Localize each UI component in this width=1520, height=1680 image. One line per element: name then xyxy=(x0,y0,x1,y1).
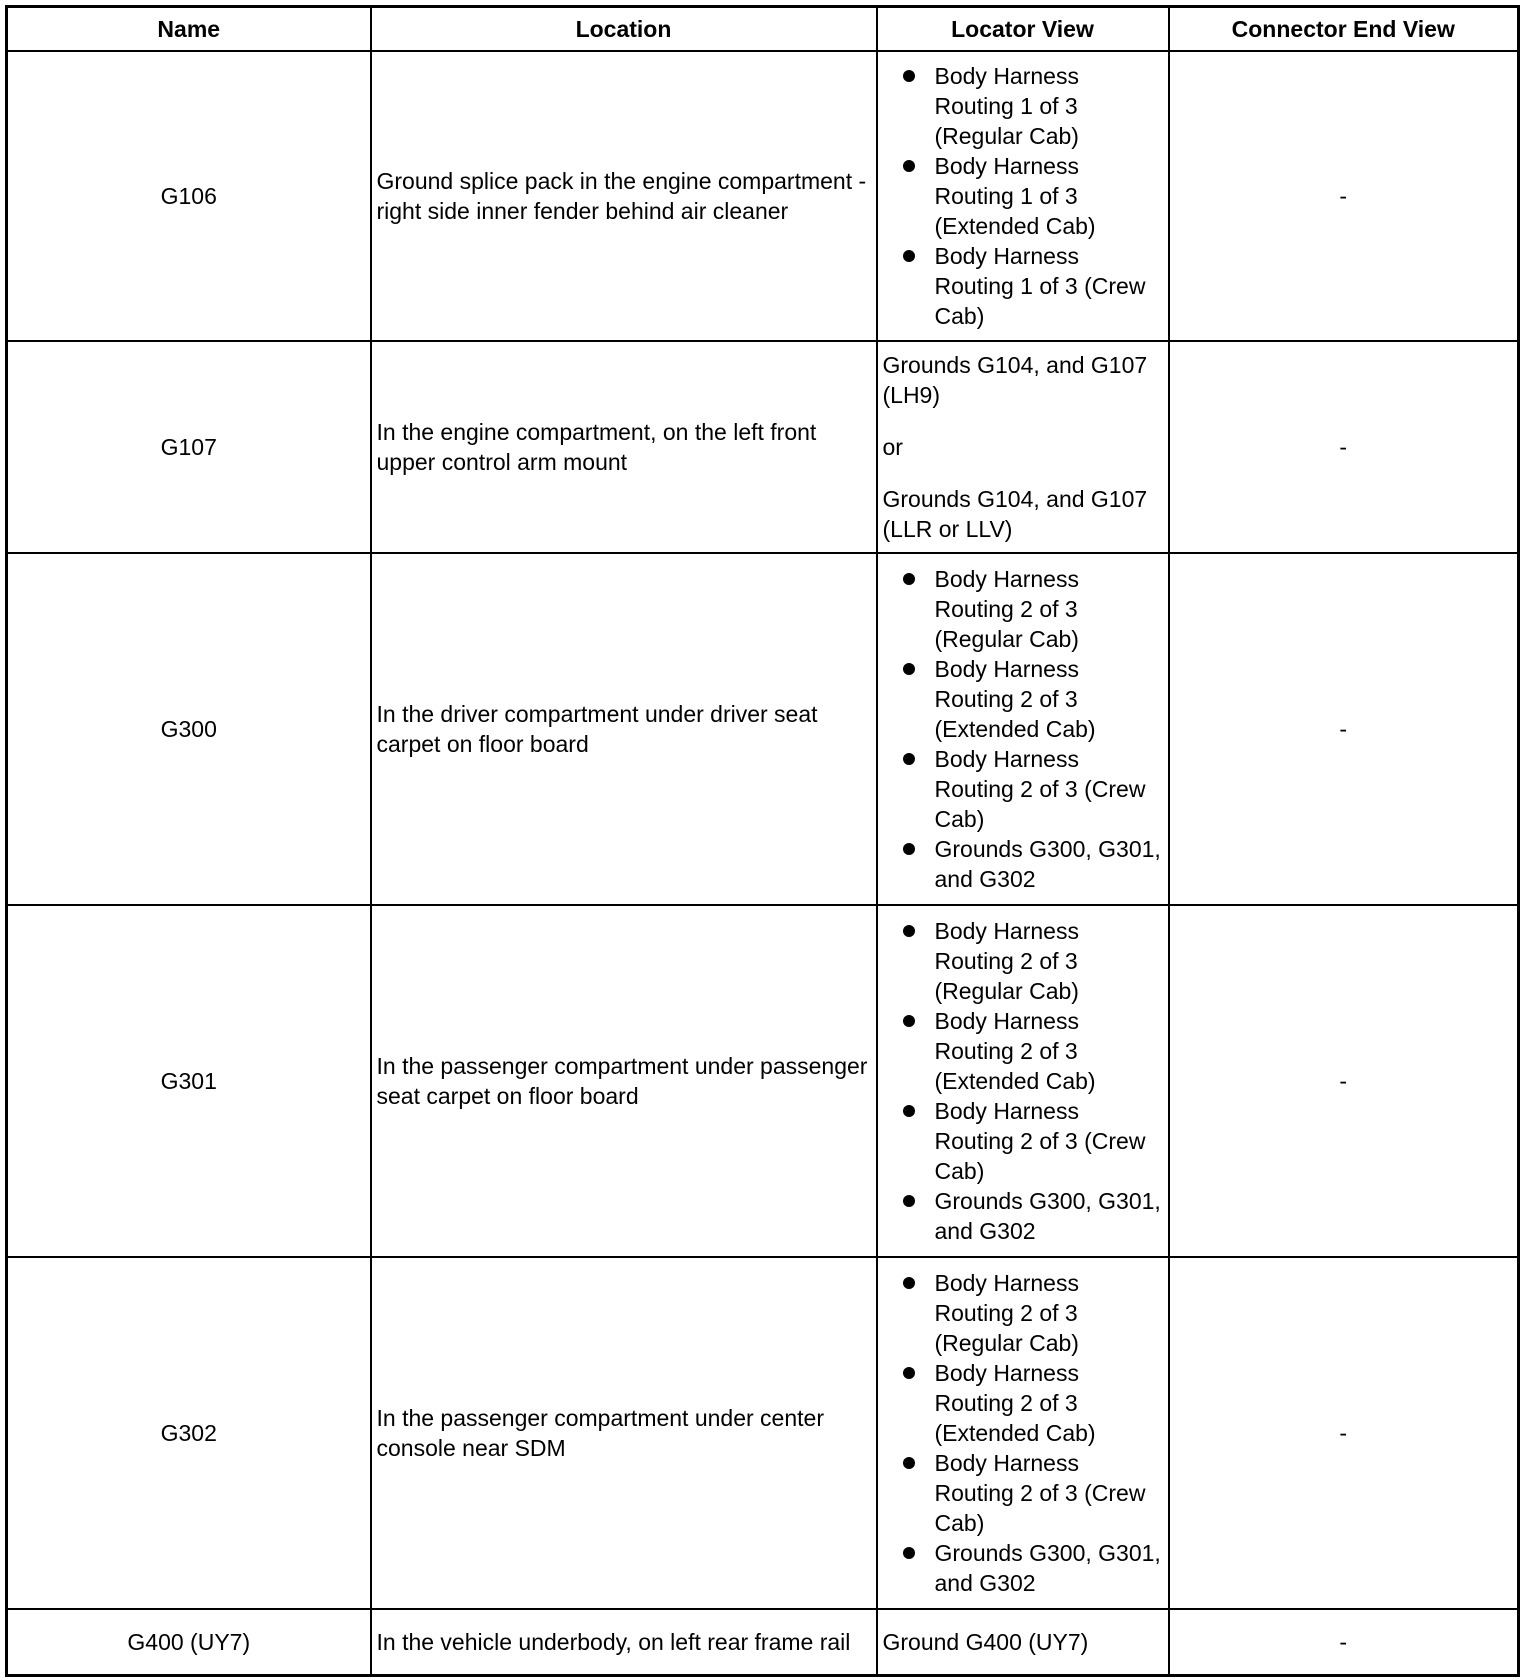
locator-link[interactable]: Body Harness Routing 2 of 3 (Crew Cab) xyxy=(934,1450,1146,1536)
locator-item xyxy=(883,744,1163,834)
locator-link[interactable]: Grounds G300, G301, and G302 xyxy=(934,836,1161,892)
bullet-icon xyxy=(903,160,915,172)
locator-link[interactable]: Body Harness Routing 2 of 3 (Extended Cab) xyxy=(934,1360,1096,1446)
locator-item xyxy=(883,61,1163,151)
ground-locations-table xyxy=(5,5,1520,1677)
locator-link[interactable]: Body Harness Routing 2 of 3 (Extended Cab) xyxy=(934,656,1096,742)
header-locator-view: Locator View xyxy=(877,7,1169,52)
bullet-icon xyxy=(903,250,915,262)
locator-item xyxy=(883,1096,1163,1186)
table-row xyxy=(7,341,1519,553)
bullet-icon xyxy=(903,1015,915,1027)
locator-item xyxy=(883,1186,1163,1246)
header-row xyxy=(7,7,1519,52)
bullet-icon xyxy=(903,1547,915,1559)
bullet-icon xyxy=(903,1105,915,1117)
locator-list xyxy=(883,564,1163,894)
table-row xyxy=(7,1257,1519,1609)
cell-connector-end-view: - xyxy=(1169,1257,1519,1609)
locator-link[interactable]: Body Harness Routing 2 of 3 (Crew Cab) xyxy=(934,1098,1146,1184)
cell-connector-end-view: - xyxy=(1169,1609,1519,1675)
locator-item xyxy=(883,1358,1163,1448)
locator-link[interactable]: Body Harness Routing 2 of 3 (Crew Cab) xyxy=(934,746,1146,832)
bullet-icon xyxy=(903,70,915,82)
locator-item xyxy=(883,1538,1163,1598)
locator-link[interactable]: Ground G400 (UY7) xyxy=(882,1628,1089,1655)
bullet-icon xyxy=(903,573,915,585)
locator-link[interactable]: Body Harness Routing 2 of 3 (Regular Cab) xyxy=(934,566,1079,652)
table-row xyxy=(7,905,1519,1257)
cell-locator-view xyxy=(877,905,1169,1257)
locator-item xyxy=(883,1006,1163,1096)
locator-item xyxy=(883,916,1163,1006)
header-connector-end-view: Connector End View xyxy=(1169,7,1519,52)
cell-name: G106 xyxy=(7,51,371,341)
bullet-icon xyxy=(903,1277,915,1289)
bullet-icon xyxy=(903,843,915,855)
cell-locator-view xyxy=(877,1257,1169,1609)
locator-item xyxy=(883,151,1163,241)
locator-item xyxy=(883,1448,1163,1538)
cell-name: G301 xyxy=(7,905,371,1257)
bullet-icon xyxy=(903,663,915,675)
locator-list xyxy=(883,916,1163,1246)
cell-location: In the engine compartment, on the left front upper control arm mount xyxy=(371,341,877,553)
locator-link[interactable]: Grounds G104, and G107 (LH9) xyxy=(882,352,1148,408)
locator-link[interactable]: Grounds G300, G301, and G302 xyxy=(934,1188,1161,1244)
locator-separator: or xyxy=(882,434,903,460)
locator-item xyxy=(883,1268,1163,1358)
table-row xyxy=(7,1609,1519,1675)
locator-link[interactable]: Body Harness Routing 1 of 3 (Regular Cab) xyxy=(934,63,1079,149)
connector-table-container xyxy=(5,5,1517,1677)
locator-link[interactable]: Body Harness Routing 1 of 3 (Crew Cab) xyxy=(934,243,1146,329)
bullet-icon xyxy=(903,1457,915,1469)
cell-locator-view xyxy=(877,553,1169,905)
locator-link[interactable]: Body Harness Routing 2 of 3 (Regular Cab) xyxy=(934,1270,1079,1356)
header-location: Location xyxy=(371,7,877,52)
cell-locator-view xyxy=(877,1609,1169,1675)
cell-name: G300 xyxy=(7,553,371,905)
bullet-icon xyxy=(903,753,915,765)
locator-link[interactable]: Body Harness Routing 1 of 3 (Extended Cab) xyxy=(934,153,1096,239)
locator-link[interactable]: Grounds G300, G301, and G302 xyxy=(934,1540,1161,1596)
bullet-icon xyxy=(903,1195,915,1207)
header-name: Name xyxy=(7,7,371,52)
cell-locator-view xyxy=(877,341,1169,553)
cell-connector-end-view: - xyxy=(1169,905,1519,1257)
cell-name: G302 xyxy=(7,1257,371,1609)
cell-location: In the passenger compartment under passenger seat carpet on floor board xyxy=(371,905,877,1257)
locator-link[interactable]: Body Harness Routing 2 of 3 (Extended Cab) xyxy=(934,1008,1096,1094)
cell-connector-end-view: - xyxy=(1169,553,1519,905)
locator-item xyxy=(883,834,1163,894)
cell-location: In the driver compartment under driver seat carpet on floor board xyxy=(371,553,877,905)
cell-location: Ground splice pack in the engine compartment - right side inner fender behind air cleaner xyxy=(371,51,877,341)
locator-item xyxy=(883,564,1163,654)
cell-name: G107 xyxy=(7,341,371,553)
bullet-icon xyxy=(903,925,915,937)
table-row xyxy=(7,51,1519,341)
locator-list xyxy=(883,1268,1163,1598)
cell-location: In the vehicle underbody, on left rear frame rail xyxy=(371,1609,877,1675)
locator-item xyxy=(883,241,1163,331)
locator-link[interactable]: Grounds G104, and G107 (LLR or LLV) xyxy=(882,486,1148,542)
bullet-icon xyxy=(903,1367,915,1379)
locator-link[interactable]: Body Harness Routing 2 of 3 (Regular Cab) xyxy=(934,918,1079,1004)
locator-item xyxy=(883,654,1163,744)
cell-connector-end-view: - xyxy=(1169,341,1519,553)
cell-locator-view xyxy=(877,51,1169,341)
cell-location: In the passenger compartment under center console near SDM xyxy=(371,1257,877,1609)
cell-connector-end-view: - xyxy=(1169,51,1519,341)
cell-name: G400 (UY7) xyxy=(7,1609,371,1675)
table-row xyxy=(7,553,1519,905)
locator-list xyxy=(883,61,1163,331)
